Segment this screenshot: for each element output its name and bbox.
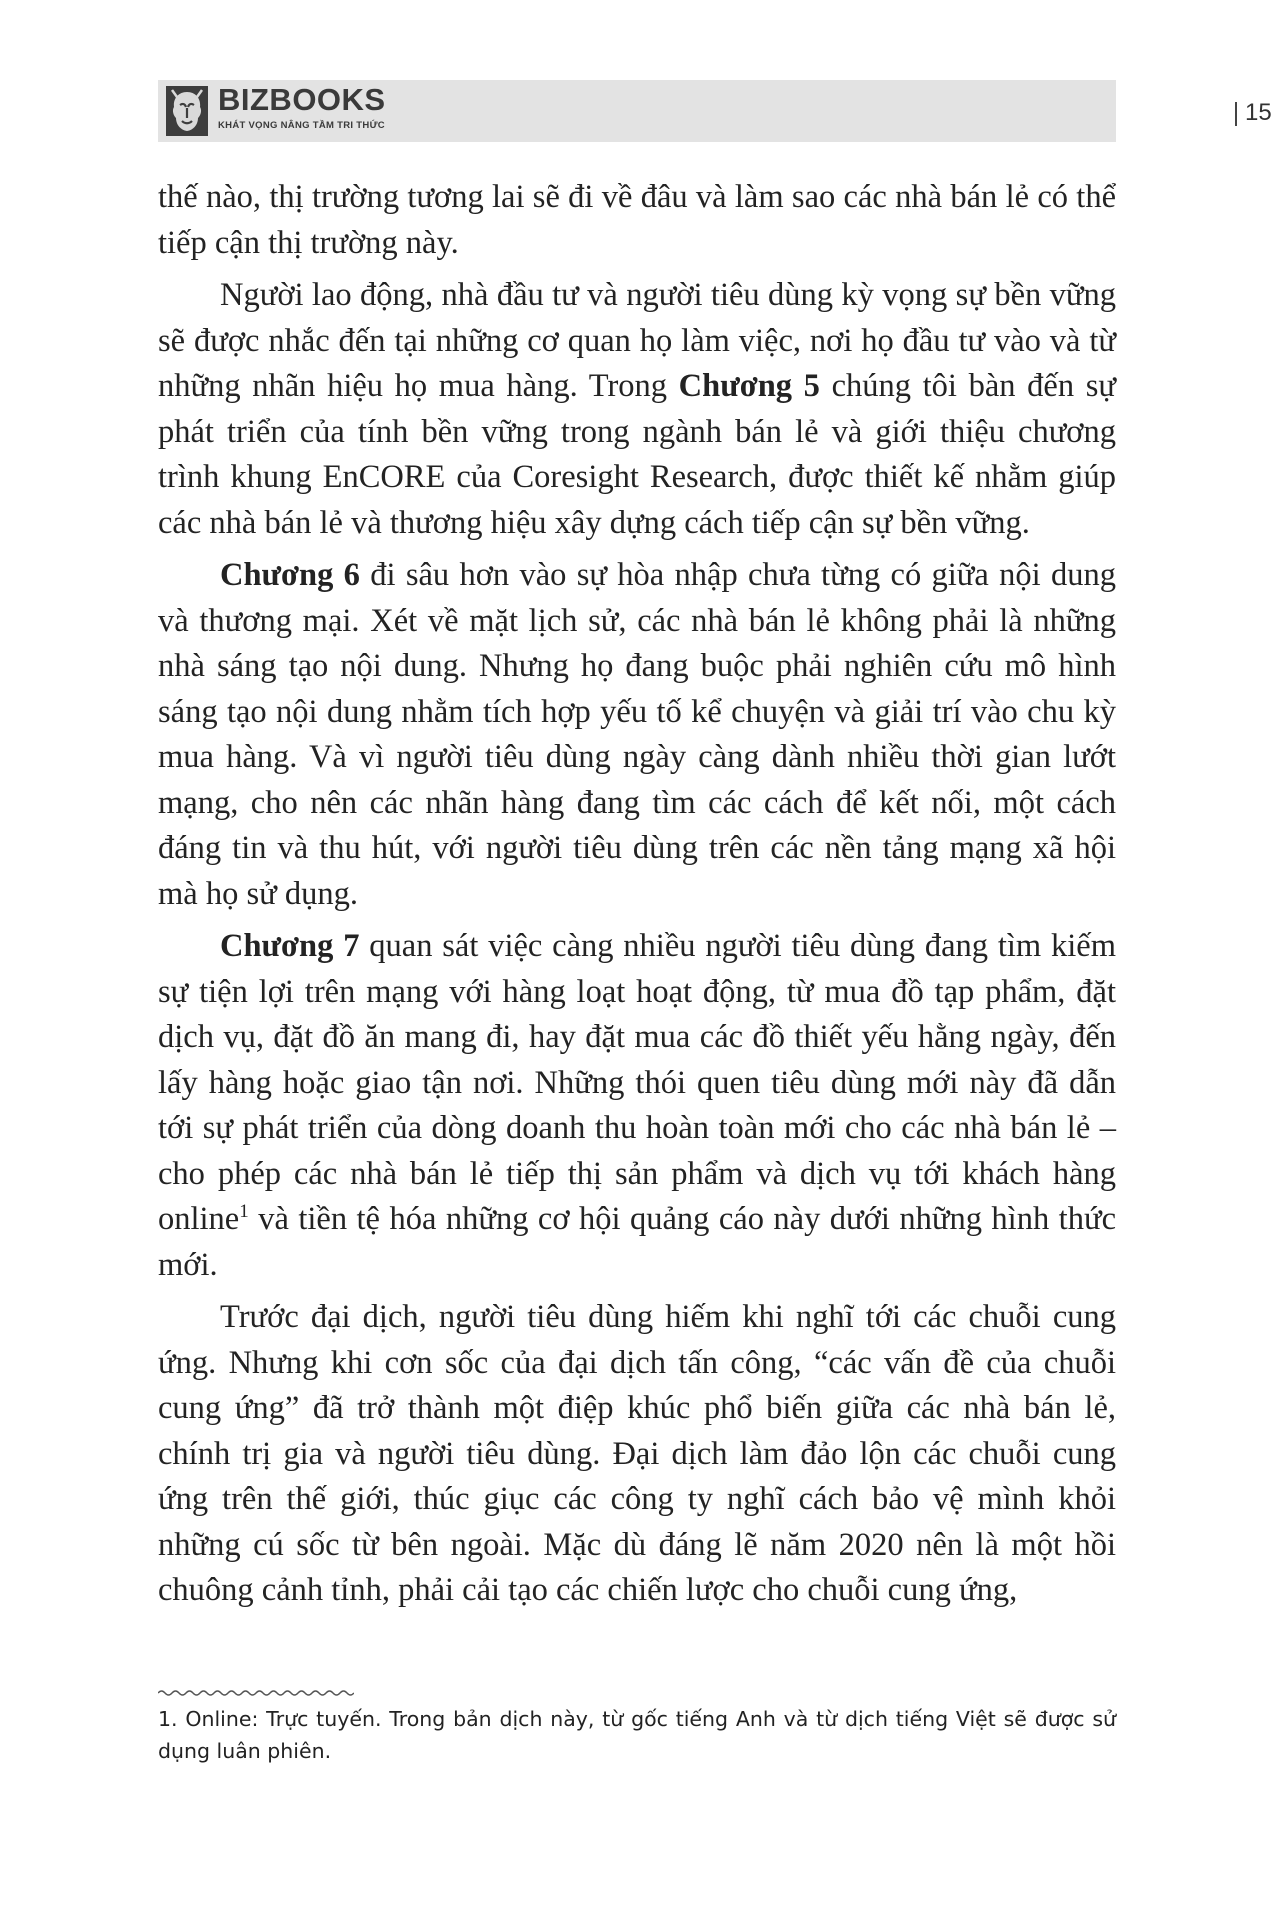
footnote-marker[interactable]: 1 <box>239 1201 249 1222</box>
paragraph-2 <box>158 273 1116 546</box>
paragraph-4-text-b: và tiền tệ hóa những cơ hội quảng cáo này dưới những hình thức mới. <box>158 1201 1116 1283</box>
paragraph-3-text: đi sâu hơn vào sự hòa nhập chưa từng có giữa nội dung và thương mại. Xét về mặt lịch sử, các nhà bán lẻ không phải là những nhà sáng tạo nội dung. Nhưng họ đang buộc phải nghiên cứu mô hình sáng tạo nội dung nhằm tích hợp yếu tố kể chuyện và giải trí vào chu kỳ mua hàng. Và vì người tiêu dùng ngày càng dành nhiều thời gian lướt mạng, cho nên các nhãn hàng đang tìm các cách để kết nối, một cách đáng tin và thu hút, với người tiêu dùng trên các nền tảng mạng xã hội mà họ sử dụng. <box>158 557 1116 912</box>
brand-name: BIZBOOKS <box>218 82 386 117</box>
chapter-5-ref: Chương 5 <box>678 368 820 404</box>
paragraph-5: Trước đại dịch, người tiêu dùng hiếm khi nghĩ tới các chuỗi cung ứng. Nhưng khi cơn sốc của đại dịch tấn công, “các vấn đề của chuỗi cung ứng” đã trở thành một điệp khúc phổ biến giữa các nhà bán lẻ, chính trị gia và người tiêu dùng. Đại dịch làm đảo lộn các chuỗi cung ứng trên thế giới, thúc giục các công ty nghĩ cách bảo vệ mình khỏi những cú sốc từ bên ngoài. Mặc dù đáng lẽ năm 2020 nên là một hồi chuông cảnh tỉnh, phải cải tạo các chiến lược cho chuỗi cung ứng, <box>158 1299 1116 1608</box>
brand-tagline: KHÁT VỌNG NÂNG TẦM TRI THỨC <box>218 120 385 131</box>
page-number-separator <box>1235 102 1237 126</box>
footnote-1: 1. Online: Trực tuyến. Trong bản dịch này, từ gốc tiếng Anh và từ dịch tiếng Việt sẽ được sử dụng luân phiên. <box>158 1707 1116 1763</box>
page-number: 15 <box>1245 99 1272 126</box>
footnote-divider <box>158 1689 354 1697</box>
paragraph-4-text-a: quan sát việc càng nhiều người tiêu dùng đang tìm kiếm sự tiện lợi trên mạng với hàng loạt hoạt động, từ mua đồ tạp phẩm, đặt dịch vụ, đặt đồ ăn mang đi, hay đặt mua các đồ thiết yếu hằng ngày, đến lấy hàng hoặc giao tận nơi. Những thói quen tiêu dùng mới này đã dẫn tới sự phát triển của dòng doanh thu hoàn toàn mới cho các nhà bán lẻ – cho phép các nhà bán lẻ tiếp thị sản phẩm và dịch vụ tới khách hàng online <box>158 928 1117 1237</box>
paragraph-4 <box>158 924 1116 1288</box>
paragraph-1: thế nào, thị trường tương lai sẽ đi về đâu và làm sao các nhà bán lẻ có thể tiếp cận thị trường này. <box>158 179 1116 261</box>
page-header <box>158 80 1272 142</box>
paragraph-3 <box>158 553 1116 917</box>
chapter-6-ref: Chương 6 <box>220 557 360 593</box>
body-text <box>158 175 1116 1614</box>
paragraph-2-text-b: chúng tôi bàn đến sự phát triển của tính bền vững trong ngành bán lẻ và giới thiệu chương trình khung EnCORE của Coresight Research, được thiết kế nhằm giúp các nhà bán lẻ và thương hiệu xây dựng cách tiếp cận sự bền vững. <box>158 368 1116 541</box>
chapter-7-ref: Chương 7 <box>220 928 360 964</box>
paragraph-2-text-a: Người lao động, nhà đầu tư và người tiêu dùng kỳ vọng sự bền vững sẽ được nhắc đến tại những cơ quan họ làm việc, nơi họ đầu tư vào và từ những nhãn hiệu họ mua hàng. Trong <box>158 277 1116 404</box>
lion-head-icon <box>166 86 208 136</box>
